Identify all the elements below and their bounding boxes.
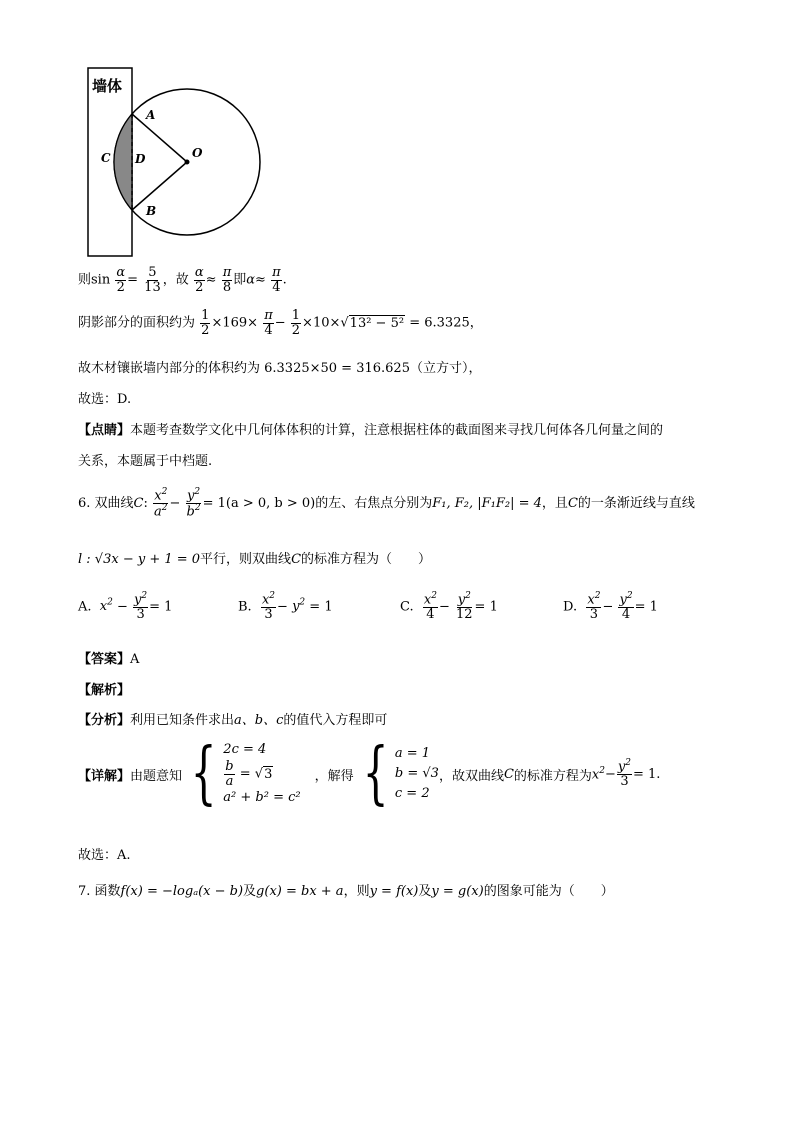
wall-label: 墙体 (92, 77, 123, 95)
analysis-tag: 【解析】 (78, 683, 131, 698)
label-d: D (135, 152, 146, 166)
fenxi-line: 【分析】利用已知条件求出a、b、c的值代入方程即可 (78, 713, 388, 728)
line-relation: 关系，本题属于中档题. (78, 454, 213, 469)
line-sin: 则sin $\frac{\alpha}{2}$ = $\frac{5}{13}$ ，故 $\frac{\alpha}{2}$ ≈ $\frac{\pi}{8}$ 即α≈ $\frac{\pi}{4}$ . (78, 265, 287, 295)
label-c: C (101, 151, 111, 165)
choose-a-line: 故选：A. (78, 848, 131, 863)
q6-stem-line2: l : √3x − y + 1 = 0平行，则双曲线C的标准方程为（ ） (78, 552, 432, 567)
q6-stem-line1: 6. 双曲线C: $\frac{x^2}{a^2}$ − $\frac{y^2}{b^2}$ = 1(a > 0, b > 0)的左、右焦点分别为F₁, F₂, |F₁F₂| = 4，且C的一条渐近线与直线 (78, 487, 695, 520)
xiangjie-line: 【详解】 由题意知 { 2c = 4 $\frac{b}{a}$ = √3 a² + b² = c² ，解得 { a = 1 b = √3 c = 2 ，故双曲线 C 的标准方程为 $x^2$ − $\frac{y^2}{3}$ = 1. (78, 734, 661, 814)
line-area: 阴影部分的面积约为 $\frac{1}{2}$ ×169× $\frac{\pi}{4}$ − $\frac{1}{2}$ ×10×√13² − 5² = 6.3325， (78, 308, 483, 338)
line-volume: 故木材镶嵌墙内部分的体积约为 6.3325×50 = 316.625（立方寸）， (78, 361, 482, 376)
label-a: A (146, 108, 156, 122)
q7-stem: 7. 函数f(x) = −logₐ(x − b)及g(x) = bx + a，则y = f(x)及y = g(x)的图象可能为（ ） (78, 884, 614, 899)
line-dianjing: 【点睛】本题考查数学文化中几何体体积的计算，注意根据柱体的截面图来寻找几何体各几何量之间的 (78, 423, 664, 438)
option-a[interactable]: A. $x^2$ − $\frac{y^2}{3}$ = 1 (78, 591, 173, 622)
option-b[interactable]: B. $\frac{x^2}{3}$ − $y^2 = 1$ (238, 591, 333, 622)
option-c[interactable]: C. $\frac{x^2}{4}$ − $\frac{y^2}{12}$ = 1 (400, 591, 498, 622)
label-o: O (192, 146, 203, 160)
label-b: B (146, 204, 157, 218)
answer-line: 【答案】A (78, 652, 140, 667)
option-d[interactable]: D. $\frac{x^2}{3}$ − $\frac{y^2}{4}$ = 1 (563, 591, 658, 622)
line-choose-d: 故选：D. (78, 392, 132, 407)
center-dot (185, 160, 190, 165)
radius-ob (132, 162, 187, 210)
